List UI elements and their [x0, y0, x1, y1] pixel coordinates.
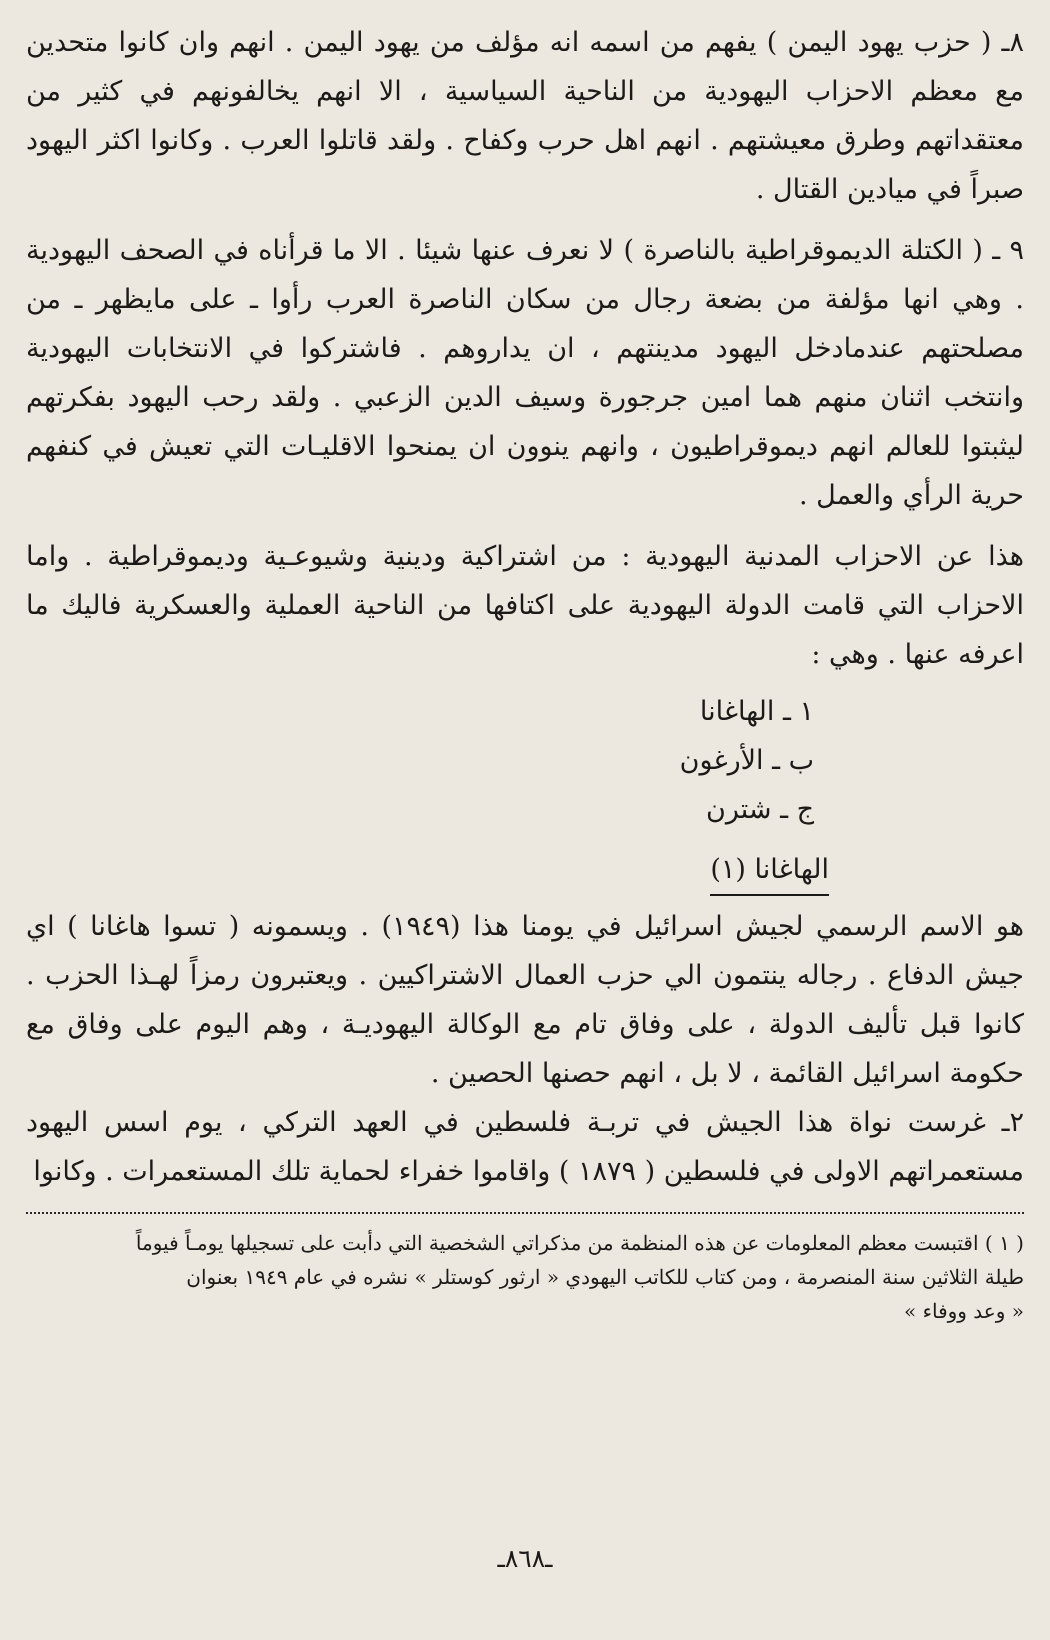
page-number: ـ٨٦٨ـ	[497, 1544, 553, 1573]
section-heading-haganah	[26, 850, 1024, 896]
paragraph-haganah-origins: ٢ـ غرست نواة هذا الجيش في تربـة فلسطين في العهد التركي ، يوم اسس اليهود مستعمراتهم الاولى في فلسطين ( ١٨٧٩ ) واقاموا خفراء لحماية تلك المستعمرات . وكانوا	[26, 1107, 1024, 1187]
section-heading-text: الهاغانا (١)	[710, 850, 829, 896]
footnote-divider	[26, 1212, 1024, 1214]
page-body	[26, 18, 1024, 1328]
footnote-line-3: « وعد ووفاء »	[903, 1299, 1024, 1323]
paragraph-intro-military-parties: هذا عن الاحزاب المدنية اليهودية : من اشتراكية ودينية وشيوعـية وديموقراطية . واما الاحزاب التي قامت الدولة اليهودية على اكتافها من الناحية العملية والعسكرية فاليك ما اعرفه عنها . وهي :	[26, 541, 1024, 670]
footnote-line-1: ( ١ ) اقتبست معظم المعلومات عن هذه المنظمة من مذكراتي الشخصية التي دأبت على تسجيلها يومـاً فيوماً	[135, 1231, 1024, 1255]
paragraph-haganah-definition: هو الاسم الرسمي لجيش اسرائيل في يومنا هذا (١٩٤٩) . ويسمونه ( تسوا هاغانا ) اي جيش الدفاع . رجاله ينتمون الي حزب العمال الاشتراكيين . ويعتبرون رمزاً لهـذا الحزب . كانوا قبل تأليف الدولة ، على وفاق تام مع الوكالة اليهوديـة ، وهم اليوم على وفاق مع حكومة اسرائيل القائمة ، لا بل ، انهم حصنها الحصين .	[26, 911, 1025, 1089]
list-item-stern: ج ـ شترن	[706, 794, 814, 825]
footnote	[26, 1226, 1024, 1328]
military-parties-list	[26, 687, 1024, 834]
list-item-haganah: ١ ـ الهاغانا	[699, 696, 814, 727]
paragraph-yemen-party: ٨ـ ( حزب يهود اليمن ) يفهم من اسمه انه مؤلف من يهود اليمن . انهم وان كانوا متحدين مع معظم الاحزاب اليهودية من الناحية السياسية ، الا انهم يخالفونهم في كثير من معتقداتهم وطرق معيشتهم . انهم اهل حرب وكفاح . ولقد قاتلوا العرب . وكانوا اكثر اليهود صبراً في ميادين القتال .	[26, 27, 1024, 205]
paragraph-nazareth-bloc: ٩ ـ ( الكتلة الديموقراطية بالناصرة ) لا نعرف عنها شيئا . الا ما قرأناه في الصحف اليهودية . وهي انها مؤلفة من بضعة رجال من سكان الناصرة العرب رأوا ـ على مايظهر ـ من مصلحتهم عندمادخل اليهود مدينتهم ، ان يداروهم . فاشتركوا في الانتخابات اليهودية وانتخب اثنان منهم هما امين جرجورة وسيف الدين الزعبي . ولقد رحب اليهود بفكرتهم ليثبتوا للعالم انهم ديموقراطيون ، وانهم ينوون ان يمنحوا الاقليـات التي تعيش في كنفهم حرية الرأي والعمل .	[26, 235, 1024, 511]
footnote-line-2: طيلة الثلاثين سنة المنصرمة ، ومن كتاب للكاتب اليهودي « ارثور كوستلر » نشره في عام ١٩٤٩ بعنوان	[186, 1265, 1024, 1289]
list-item-irgun: ب ـ الأرغون	[679, 745, 814, 776]
